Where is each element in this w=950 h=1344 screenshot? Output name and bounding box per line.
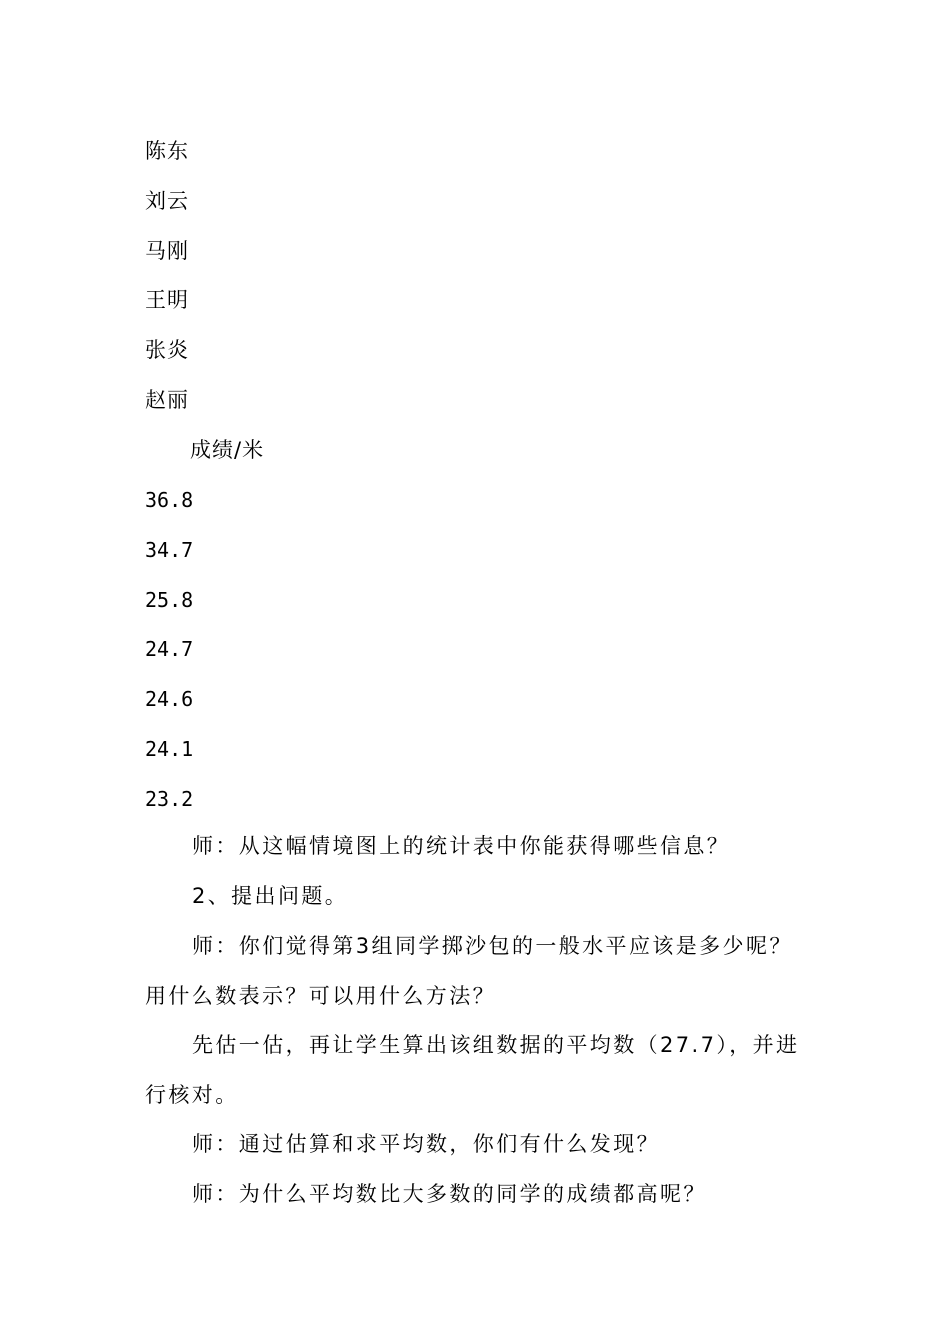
teacher-question-info: 师：从这幅情境图上的统计表中你能获得哪些信息？ xyxy=(192,834,731,858)
score-value: 23.2 xyxy=(145,787,194,811)
student-name: 马刚 xyxy=(145,239,189,263)
score-value: 24.7 xyxy=(145,637,194,661)
score-header: 成绩/米 xyxy=(190,438,265,462)
student-name: 张炎 xyxy=(145,338,189,362)
student-name: 刘云 xyxy=(145,189,189,213)
student-name: 王明 xyxy=(145,288,189,312)
score-value: 25.8 xyxy=(145,588,194,612)
score-value: 24.1 xyxy=(145,737,194,761)
student-name: 赵丽 xyxy=(145,388,189,412)
instruction-estimate-average: 先估一估，再让学生算出该组数据的平均数（27.7），并进行核对。 xyxy=(145,1033,800,1107)
teacher-question-why-higher: 师：为什么平均数比大多数的同学的成绩都高呢？ xyxy=(192,1182,707,1206)
teacher-question-discovery: 师：通过估算和求平均数，你们有什么发现？ xyxy=(192,1132,660,1156)
section-heading-pose-question: 2、提出问题。 xyxy=(192,884,349,908)
student-name: 陈东 xyxy=(145,139,189,163)
score-value: 36.8 xyxy=(145,488,194,512)
teacher-question-level: 师：你们觉得第3组同学掷沙包的一般水平应该是多少呢？用什么数表示？可以用什么方法？ xyxy=(145,934,793,1008)
score-value: 34.7 xyxy=(145,538,194,562)
score-value: 24.6 xyxy=(145,687,194,711)
